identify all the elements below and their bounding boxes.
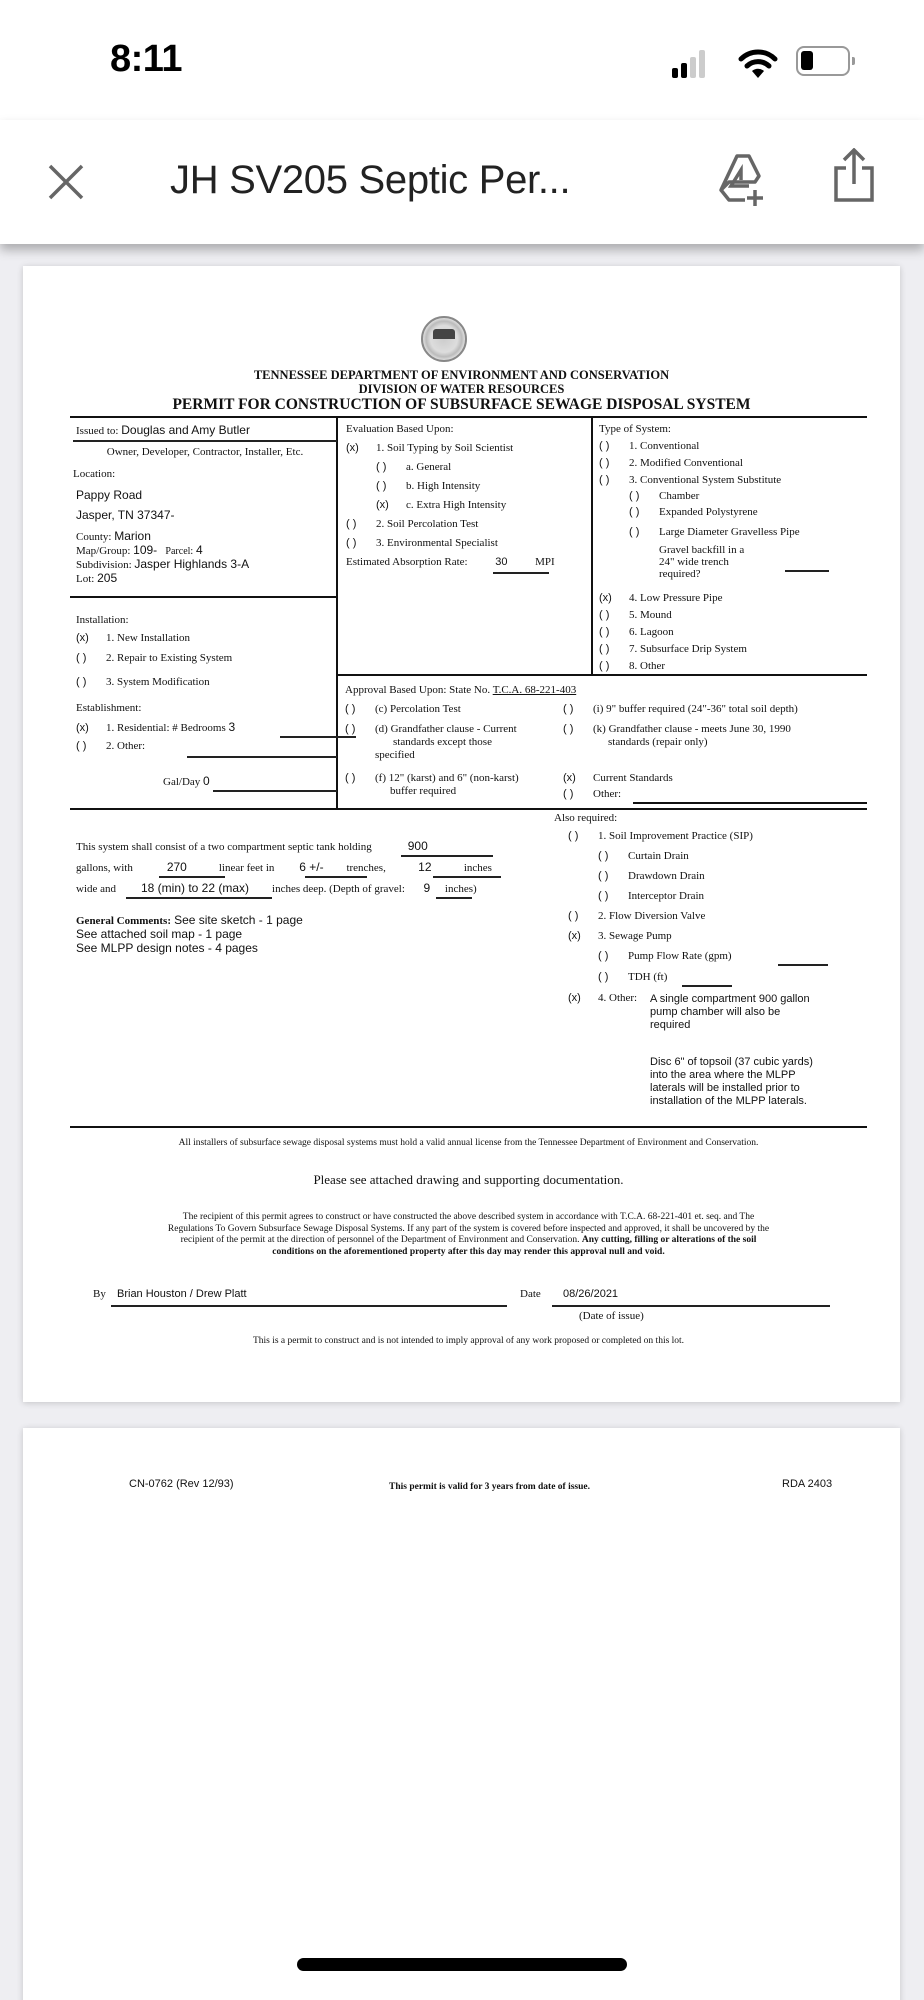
state-seal-logo	[421, 316, 467, 362]
statute-link: T.C.A. 68-221-403	[492, 684, 577, 696]
wifi-icon	[738, 48, 778, 80]
residential-item: (x) 1. Residential: # Bedrooms 3	[76, 720, 236, 734]
approval-item: ( ) (d) Grandfather clause - Current standards except those specified	[345, 723, 517, 761]
rda-number: RDA 2403	[782, 1478, 833, 1490]
gal-day-value: 0	[203, 774, 210, 788]
gravel-backfill-question: Gravel backfill in a 24" wide trench required?	[659, 544, 745, 580]
eval-item: ( ) b. High Intensity	[376, 480, 481, 492]
other-requirement-note-1: A single compartment 900 gallon pump chamber will also be required	[650, 993, 810, 1031]
also-required-item: ( ) TDH (ft)	[598, 971, 668, 983]
cellular-signal-icon	[672, 50, 708, 78]
location-label: Location:	[73, 468, 116, 480]
trenches-value: 6 +/-	[299, 860, 324, 874]
system-type-item: ( ) Chamber	[629, 490, 700, 502]
approval-title: Approval Based Upon: State No. T.C.A. 68-221-403	[345, 684, 577, 696]
eval-item: ( ) a. General	[376, 461, 452, 473]
document-page-2[interactable]	[23, 1428, 900, 2000]
close-icon[interactable]	[44, 160, 88, 204]
document-page-1[interactable]	[23, 266, 900, 1402]
tank-gallons-value: 900	[407, 839, 428, 853]
eval-item: ( ) 2. Soil Percolation Test	[346, 518, 479, 530]
also-required-item: (x) 3. Sewage Pump	[568, 930, 672, 942]
validity-notice: This permit is valid for 3 years from date of issue.	[389, 1482, 590, 1492]
department-heading: TENNESSEE DEPARTMENT OF ENVIRONMENT AND CONSERVATION	[253, 368, 670, 382]
approval-item: ( ) (c) Percolation Test	[345, 703, 461, 715]
system-description-line-3: wide and 18 (min) to 22 (max) inches deep. (Depth of gravel: 9 inches)	[76, 881, 477, 895]
system-type-item: ( ) 1. Conventional	[599, 440, 700, 452]
lot-field: Lot: 205	[76, 571, 118, 585]
issued-to-value: Douglas and Amy Butler	[121, 423, 250, 437]
battery-icon	[796, 46, 850, 76]
also-required-item: ( ) 1. Soil Improvement Practice (SIP)	[568, 830, 753, 842]
system-type-item: ( ) 8. Other	[599, 660, 666, 672]
also-required-item: ( ) Curtain Drain	[598, 850, 689, 862]
legal-notice: The recipient of this permit agrees to construct or have constructed the above described system in accordance with T.C.A. 68-221-401 et. seq. and The Regulations To Govern Subsurface Sewage Disposal Systems. If any part of the system is covered before inspected and approved, it shall be uncovered by the recipient of the permit at the direction of personnel of the Department of Environment and Conservation. Any cutting, filling or alterations of the soil conditions on the aforementioned property after this day may render this approval null and void.	[167, 1212, 770, 1257]
gal-day-field: Gal/Day 0	[163, 774, 210, 788]
system-type-item: ( ) Large Diameter Gravelless Pipe	[629, 526, 800, 538]
eval-item: ( ) 3. Environmental Specialist	[346, 537, 498, 549]
trench-depth-value: 18 (min) to 22 (max)	[141, 881, 250, 895]
also-required-item: ( ) Pump Flow Rate (gpm)	[598, 950, 732, 962]
map-parcel-field: Map/Group: 109- Parcel: 4	[76, 543, 203, 557]
gravel-depth-value: 9	[423, 881, 431, 895]
markup-icon[interactable]	[715, 150, 771, 206]
also-required-other: (x) 4. Other:	[568, 992, 638, 1004]
see-attached-note: Please see attached drawing and supporting documentation.	[313, 1172, 624, 1187]
eval-item: (x) c. Extra High Intensity	[376, 499, 507, 511]
also-required-item: ( ) Drawdown Drain	[598, 870, 705, 882]
issue-date-value: 08/26/2021	[563, 1288, 619, 1300]
subdivision-field: Subdivision: Jasper Highlands 3-A	[76, 557, 250, 571]
system-description-line-1: This system shall consist of a two compartment septic tank holding 900	[76, 839, 464, 853]
other-establishment-item: ( ) 2. Other:	[76, 740, 146, 752]
approval-item: (x) Current Standards	[563, 772, 673, 784]
issued-by-label: By	[93, 1288, 106, 1300]
approval-item: ( ) (i) 9" buffer required (24"-36" total soil depth)	[563, 703, 798, 715]
installation-item: ( ) 3. System Modification	[76, 676, 210, 688]
system-type-title: Type of System:	[599, 423, 671, 435]
installation-item: ( ) 2. Repair to Existing System	[76, 652, 233, 664]
installation-title: Installation:	[76, 614, 129, 626]
also-required-item: ( ) Interceptor Drain	[598, 890, 705, 902]
date-label: Date	[520, 1288, 541, 1300]
document-toolbar	[0, 120, 924, 244]
approval-item: ( ) (f) 12" (karst) and 6" (non-karst) buffer required	[345, 772, 519, 797]
address-line-2: Jasper, TN 37347-	[76, 508, 175, 522]
address-line-1: Pappy Road	[76, 488, 143, 502]
system-type-item: ( ) 6. Lagoon	[599, 626, 674, 638]
system-description-line-2: gallons, with 270 linear feet in 6 +/- trenches, 12 inches	[76, 860, 492, 874]
division-heading: DIVISION OF WATER RESOURCES	[358, 382, 565, 396]
owner-caption: Owner, Developer, Contractor, Installer, Etc.	[106, 446, 304, 458]
trench-width-value: 12	[418, 860, 432, 874]
document-title: JH SV205 Septic Per...	[170, 158, 571, 202]
license-notice: All installers of subsurface sewage disposal systems must hold a valid annual license from the Tennessee Department of Environment and Conservation.	[178, 1138, 759, 1148]
county-field: County: Marion	[76, 529, 151, 543]
share-icon[interactable]	[832, 148, 876, 204]
system-type-item: ( ) 5. Mound	[599, 609, 672, 621]
evaluation-title: Evaluation Based Upon:	[346, 423, 454, 435]
approval-item: ( ) Other:	[563, 788, 622, 800]
status-time: 8:11	[110, 38, 182, 80]
general-comments: General Comments: See site sketch - 1 page See attached soil map - 1 page See MLPP design notes - 4 pages	[76, 913, 303, 955]
also-required-item: ( ) 2. Flow Diversion Valve	[568, 910, 706, 922]
also-required-title: Also required:	[554, 812, 618, 824]
absorption-rate-field: Estimated Absorption Rate: 30 MPI	[346, 556, 555, 568]
issued-by-value: Brian Houston / Drew Platt	[117, 1288, 247, 1300]
system-type-item: ( ) 3. Conventional System Substitute	[599, 474, 782, 486]
permit-disclaimer: This is a permit to construct and is not intended to imply approval of any work proposed or completed on this lot.	[252, 1336, 685, 1346]
issued-to-field: Issued to: Douglas and Amy Butler	[76, 423, 250, 437]
bedrooms-value: 3	[228, 720, 236, 734]
approval-item: ( ) (k) Grandfather clause - meets June 30, 1990 standards (repair only)	[563, 723, 791, 748]
system-type-item: ( ) 2. Modified Conventional	[599, 457, 743, 469]
home-indicator[interactable]	[297, 1958, 627, 1971]
system-type-item: ( ) Expanded Polystyrene	[629, 506, 758, 518]
system-type-item: ( ) 7. Subsurface Drip System	[599, 643, 747, 655]
eval-item: (x) 1. Soil Typing by Soil Scientist	[346, 442, 514, 454]
system-type-item: (x) 4. Low Pressure Pipe	[599, 592, 723, 604]
date-of-issue-caption: (Date of issue)	[579, 1310, 644, 1322]
establishment-title: Establishment:	[76, 702, 142, 714]
form-number: CN-0762 (Rev 12/93)	[129, 1478, 234, 1490]
linear-feet-value: 270	[166, 860, 187, 874]
status-bar	[0, 0, 924, 120]
other-requirement-note-2: Disc 6" of topsoil (37 cubic yards) into the area where the MLPP laterals will be installed prior to installation of the MLPP laterals.	[650, 1056, 813, 1107]
installation-item: (x) 1. New Installation	[76, 632, 191, 644]
permit-title: PERMIT FOR CONSTRUCTION OF SUBSURFACE SEWAGE DISPOSAL SYSTEM	[172, 396, 751, 413]
